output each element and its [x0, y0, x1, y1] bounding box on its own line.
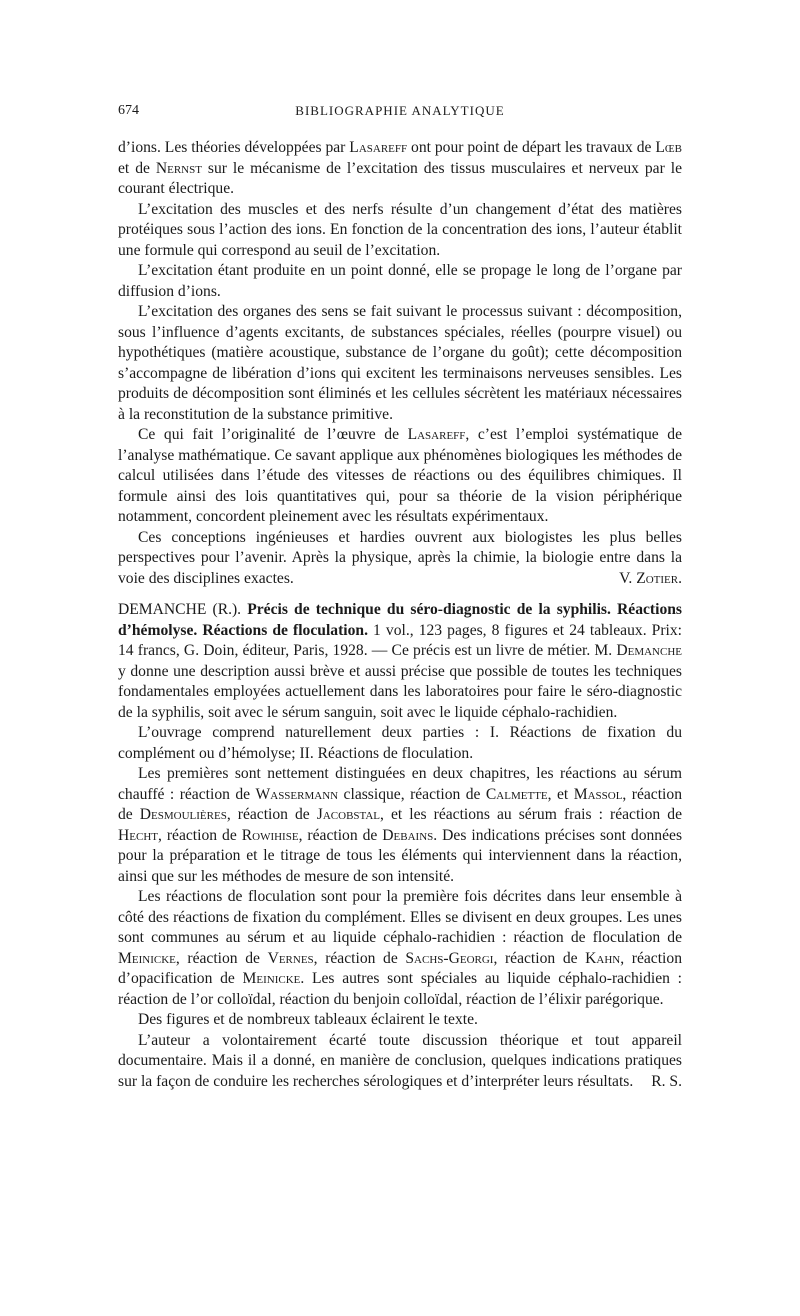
paragraph: L’ouvrage comprend naturellement deux parties : I. Réactions de fixation du complément ou d’hémolyse; II. Réactions de floculation. [118, 724, 682, 762]
reviewer-signature: V. Zotier. [619, 569, 682, 587]
author-name: Lasareff [349, 139, 408, 156]
paragraph: L’auteur a volontairement écarté toute discussion théorique et tout appareil documentaire. Mais il a donné, en manière de conclusion, quelques indications pratiques sur la façon de conduire les recherches sérologiques et d’interpréter leurs résultats. R. S. [118, 1031, 682, 1093]
page-number: 674 [118, 103, 139, 118]
paragraph: Les premières sont nettement distinguées en deux chapitres, les réactions au sérum chauffé : réaction de Wassermann classique, réaction de Calmette, et Massol, réaction de Desmoulières, réaction de Jacobstal, et les réactions au sérum frais : réaction de Hecht, réaction de Rowihise, réaction de Debains. Des indications précises sont données pour la préparation et le titrage de tous les éléments qui interviennent dans la réaction, ainsi que sur les méthodes de mesure de son intensité. [118, 765, 683, 885]
review-heading-paragraph: DEMANCHE (R.). Précis de technique du séro-diagnostic de la syphilis. Réactions d’hémolyse. Réactions de floculation. 1 vol., 123 pages, 8 figures et 24 tableaux. Prix: 14 francs, G. Doin, éditeur, Paris, 1928. — Ce précis est un livre de métier. M. Demanche y donne une description aussi brève et aussi précise que possible de toutes les techniques fondamentales employées actuellement dans les laboratoires pour faire le séro-diagnostic de la syphilis, soit avec le sérum sanguin, soit avec le liquide céphalo-rachidien. [118, 601, 682, 721]
author-name: Demanche [616, 642, 682, 659]
paragraph: Des figures et de nombreux tableaux éclairent le texte. [138, 1011, 478, 1028]
author-name: Nernst [155, 159, 202, 177]
paragraph: L’excitation étant produite en un point donné, elle se propage le long de l’organe par diffusion d’ions. [118, 262, 682, 300]
author-name: Lasareff [407, 426, 466, 443]
page-header [118, 103, 682, 121]
body-text [118, 138, 682, 1092]
paragraph: Ces conceptions ingénieuses et hardies ouvrent aux biologistes les plus belles perspectives pour l’avenir. Après la physique, après la chimie, la biologie entre dans la voie des disciplines exactes. V. Zotier. [118, 528, 682, 590]
paragraph: Les réactions de floculation sont pour la première fois décrites dans leur ensemble à côté des réactions de fixation du complément. Elles se divisent en deux groupes. Les unes sont communes au sérum et au liquide céphalo-rachidien : réaction de floculation de Meinicke, réaction de Vernes, réaction de Sachs-Georgi, réaction de Kahn, réaction d’opacification de Meinicke. Les autres sont spéciales au liquide céphalo-rachidien : réaction de l’or colloïdal, réaction du benjoin colloïdal, réaction de l’élixir parégorique. [118, 888, 682, 1008]
book-title: Précis de technique du séro-diagnostic de la syphilis. Réactions d’hémolyse. Réactions de floculation. [118, 601, 682, 639]
paragraph: L’excitation des muscles et des nerfs résulte d’un changement d’état des matières protéiques sous l’action des ions. En fonction de la concentration des ions, l’auteur établit une formule qui correspond au seuil de l’excitation. [118, 200, 682, 259]
reviewer-signature: R. S. [651, 1072, 682, 1090]
reviewed-author: DEMANCHE (R.). [118, 601, 242, 618]
running-title: BIBLIOGRAPHIE ANALYTIQUE [295, 103, 505, 118]
paragraph: Ce qui fait l’originalité de l’œuvre de Lasareff, c’est l’emploi systématique de l’analyse mathématique. Ce savant applique aux phénomènes biologiques les méthodes de calcul utilisées dans l’étude des vitesses de réactions ou des équilibres chimiques. Il formule ainsi des lois quantitatives qui, pour sa théorie de la vision périphérique notamment, concordent pleinement avec les résultats expérimentaux. [118, 426, 682, 525]
paragraph: d’ions. Les théories développées par Lasareff ont pour point de départ les travaux de Lœb et de Nernst sur le mécanisme de l’excitation des tissus musculaires et nerveux par le courant électrique. [118, 139, 683, 197]
paragraph: L’excitation des organes des sens se fait suivant le processus suivant : décomposition, sous l’influence d’agents excitants, de substances spéciales, réelles (pourpre visuel) ou hypothétiques (matière acoustique, substance de l’organe du goût); cette décomposition s’accompagne de libération d’ions qui excitent les terminaisons nerveuses sensibles. Les produits de décomposition sont éliminés et les cellules sécrètent les matériaux nécessaires à la reconstitution de la substance primitive. [118, 303, 682, 423]
author-name: Lœb [655, 139, 683, 156]
